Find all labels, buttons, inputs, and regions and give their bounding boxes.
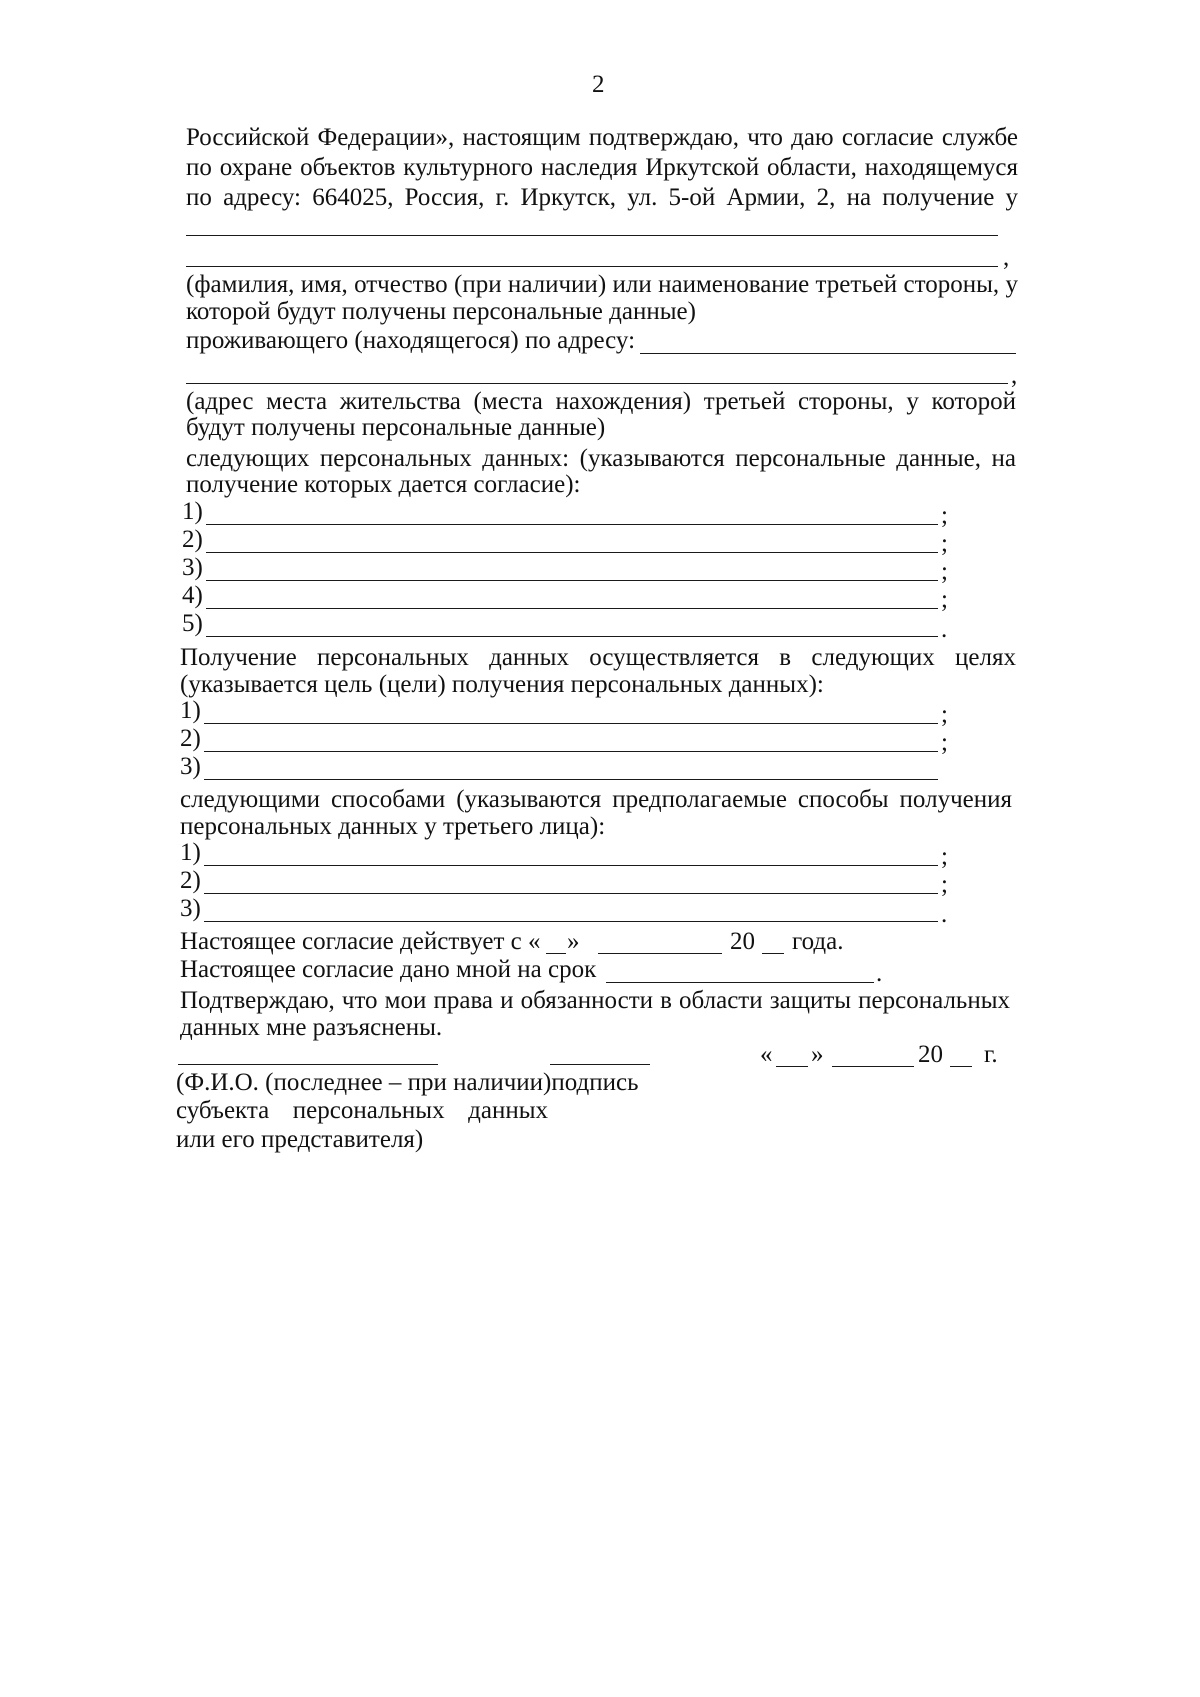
methods-item-3-end: .: [941, 901, 948, 928]
signature-year-prefix: 20: [918, 1041, 943, 1068]
page-number: 2: [592, 71, 605, 98]
validity-suffix: года.: [792, 928, 844, 955]
methods-item-1-number: 1): [180, 839, 201, 866]
data-item-2-end: ;: [941, 530, 948, 557]
data-item-5-number: 5): [182, 610, 203, 637]
purpose-item-3-field[interactable]: [204, 779, 938, 780]
data-intro-line-2: получение которых дается согласие):: [186, 471, 581, 498]
validity-month-field[interactable]: [598, 953, 722, 954]
third-party-blank-line-1[interactable]: [186, 235, 998, 236]
signature-day-field[interactable]: [776, 1066, 808, 1067]
purpose-item-2-number: 2): [180, 725, 201, 752]
address-caption-line-2: будут получены персональные данные): [186, 414, 606, 441]
data-item-5-field[interactable]: [206, 636, 938, 637]
intro-line-3: по адресу: 664025, Россия, г. Иркутск, ул. 5-ой Армии, 2, на получение у: [186, 184, 1018, 211]
signature-caption-line-3: или его представителя): [176, 1126, 424, 1153]
purpose-item-1-end: ;: [941, 701, 948, 728]
validity-quote-close: »: [567, 928, 580, 955]
data-item-2-field[interactable]: [206, 552, 938, 553]
intro-line-2: по охране объектов культурного наследия Иркутской области, находящемуся: [186, 154, 1018, 181]
methods-intro-line-2: персональных данных у третьего лица):: [180, 813, 606, 840]
third-party-blank-line-2[interactable]: [186, 266, 998, 267]
methods-item-3-number: 3): [180, 895, 201, 922]
data-item-4-number: 4): [182, 582, 203, 609]
address-blank-line-1[interactable]: [640, 353, 1016, 354]
confirm-line-2: данных мне разъяснены.: [180, 1014, 443, 1041]
confirm-line-1: Подтверждаю, что мои права и обязанности в области защиты персональных: [180, 987, 1010, 1014]
data-item-4-end: ;: [941, 586, 948, 613]
address-comma: ,: [1011, 362, 1018, 389]
third-party-caption-line-1: (фамилия, имя, отчество (при наличии) или наименование третьей стороны, у: [186, 271, 1018, 298]
signature-fio-field[interactable]: [178, 1064, 438, 1065]
data-item-1-number: 1): [182, 498, 203, 525]
term-field[interactable]: [606, 982, 874, 983]
data-item-1-end: ;: [941, 502, 948, 529]
purpose-item-2-field[interactable]: [204, 751, 938, 752]
address-blank-line-2[interactable]: [186, 383, 1008, 384]
term-end: .: [876, 960, 883, 987]
purpose-item-1-number: 1): [180, 697, 201, 724]
purpose-intro-line-1: Получение персональных данных осуществляется в следующих целях: [180, 644, 1016, 671]
signature-sign-field[interactable]: [550, 1064, 650, 1065]
data-item-5-end: .: [941, 616, 948, 643]
purpose-item-2-end: ;: [941, 729, 948, 756]
validity-prefix: Настоящее согласие действует с «: [180, 928, 541, 955]
data-item-1-field[interactable]: [206, 524, 938, 525]
data-item-2-number: 2): [182, 526, 203, 553]
address-caption-line-1: (адрес места жительства (места нахождения) третьей стороны, у которой: [186, 388, 1016, 415]
methods-item-2-number: 2): [180, 867, 201, 894]
third-party-caption-line-2: которой будут получены персональные данные): [186, 298, 696, 325]
intro-line-1: Российской Федерации», настоящим подтверждаю, что даю согласие службе: [186, 124, 1018, 151]
data-item-4-field[interactable]: [206, 608, 938, 609]
address-label: проживающего (находящегося) по адресу:: [186, 327, 636, 354]
purpose-intro-line-2: (указывается цель (цели) получения персональных данных):: [180, 671, 824, 698]
methods-item-1-field[interactable]: [204, 865, 938, 866]
data-intro-line-1: следующих персональных данных: (указываются персональные данные, на: [186, 445, 1016, 472]
purpose-item-3-number: 3): [180, 753, 201, 780]
purpose-item-1-field[interactable]: [204, 723, 938, 724]
signature-date-open: «: [760, 1041, 773, 1068]
methods-intro-line-1: следующими способами (указываются предполагаемые способы получения: [180, 786, 1012, 813]
signature-date-close: »: [811, 1041, 824, 1068]
signature-year-field[interactable]: [950, 1066, 972, 1067]
validity-year-field[interactable]: [762, 953, 784, 954]
signature-caption-line-2: субъекта персональных данных: [176, 1097, 548, 1124]
methods-item-3-field[interactable]: [204, 921, 938, 922]
methods-item-2-end: ;: [941, 871, 948, 898]
data-item-3-field[interactable]: [206, 580, 938, 581]
signature-month-field[interactable]: [832, 1066, 914, 1067]
term-label: Настоящее согласие дано мной на срок: [180, 956, 597, 983]
data-item-3-number: 3): [182, 554, 203, 581]
methods-item-2-field[interactable]: [204, 893, 938, 894]
signature-caption-line-1: (Ф.И.О. (последнее – при наличии)подпись: [176, 1069, 639, 1096]
validity-day-field[interactable]: [546, 953, 566, 954]
methods-item-1-end: ;: [941, 843, 948, 870]
validity-year-prefix: 20: [730, 928, 755, 955]
signature-year-suffix: г.: [984, 1041, 998, 1068]
third-party-comma: ,: [1003, 244, 1010, 271]
data-item-3-end: ;: [941, 558, 948, 585]
